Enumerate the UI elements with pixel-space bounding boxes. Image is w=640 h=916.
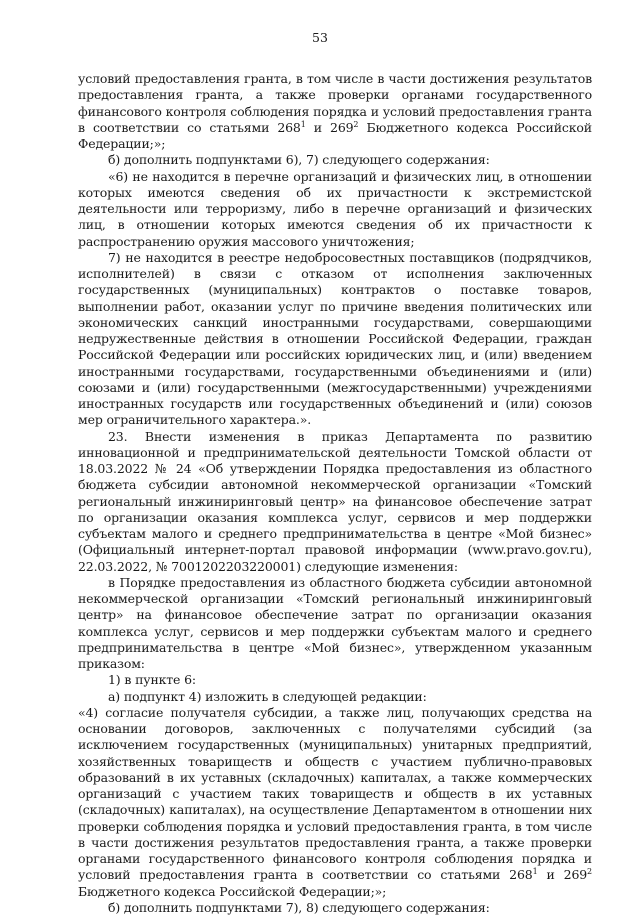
text-run: Бюджетного кодекса Российской Федерации;»; bbox=[78, 883, 387, 899]
paragraph bbox=[78, 152, 592, 168]
paragraph bbox=[78, 575, 592, 673]
paragraph bbox=[78, 705, 592, 900]
superscript: 2 bbox=[353, 119, 359, 129]
paragraph bbox=[78, 250, 592, 429]
text-run: условий предоставления гранта, в том числе в части достижения результатов предоставления гранта, а также проверки органами государственного финансового контроля соблюдения порядка и условий предоставления гранта в соответствии со статьями 268 bbox=[78, 71, 592, 135]
superscript: 1 bbox=[300, 119, 306, 129]
superscript: 1 bbox=[532, 867, 538, 877]
text-run: и 269 bbox=[537, 867, 588, 883]
text-run: «4) согласие получателя субсидии, а также лиц, получающих средства на основании договоров, заключенных с получателями субсидий (за исключением государственных (муниципальных) унитарных предприятий, хозяйственных товариществ и обществ с участием публично-правовых образований в их уставных (складочных) капиталах, а также коммерческих организаций с участием таких товариществ и обществ в их уставных (складочных) капиталах), на осуществление Департаментом в отношении них проверки соблюдения порядка и условий предоставления гранта, в том числе в части достижения результатов предоставления гранта, а также проверки органами государственного финансового контроля соблюдения порядка и условий предоставления гранта в соответствии со статьями 268 bbox=[78, 704, 592, 883]
text-run: 7) не находится в реестре недобросовестных поставщиков (подрядчиков, исполнителей) в связи с отказом от исполнения заключенных государственных (муниципальных) контрактов о поставке товаров, выполнении работ, оказании услуг по причине введения политических или экономических санкций иностранными государствами, совершающими недружественные действия в отношении Российской Федерации, граждан Российской Федерации или российских юридических лиц, и (или) введением иностранными государствами, государственными объединениями и (или) союзами и (или) государственными (межгосударственными) учреждениями иностранных государств или государственных объединений и (или) союзов мер ограничительного характера.». bbox=[78, 249, 592, 428]
text-run: а) подпункт 4) изложить в следующей редакции: bbox=[108, 688, 427, 704]
page-number: 53 bbox=[312, 30, 328, 45]
paragraph bbox=[78, 900, 592, 916]
superscript: 2 bbox=[587, 867, 592, 877]
paragraph bbox=[78, 429, 592, 575]
text-run: б) дополнить подпунктами 7), 8) следующего содержания: bbox=[108, 899, 490, 915]
text-run: 1) в пункте 6: bbox=[108, 672, 196, 688]
text-run: и 269 bbox=[305, 119, 354, 135]
paragraph bbox=[78, 71, 592, 152]
text-run: Бюджетного кодекса Российской Федерации;»; bbox=[78, 119, 592, 151]
text-run: «6) не находится в перечне организаций и физических лиц, в отношении которых имеются сведения об их причастности к экстремистской деятельности или терроризму, либо в перечне организаций и физических лиц, в отношении которых имеются сведения об их причастности к распространению оружия массового уничтожения; bbox=[78, 168, 592, 249]
paragraph bbox=[78, 169, 592, 250]
text-run: 23. Внести изменения в приказ Департамента по развитию инновационной и предпринимательской деятельности Томской области от 18.03.2022 № 24 «Об утверждении Порядка предоставления из областного бюджета субсидии автономной некоммерческой организации «Томский региональный инжиниринговый центр» на финансовое обеспечение затрат по организации оказания комплекса услуг, сервисов и мер поддержки субъектам малого и среднего предпринимательства в центре «Мой бизнес» (Официальный интернет-портал правовой информации (www.pravo.gov.ru), 22.03.2022, № 7001202203220001) следующие изменения: bbox=[78, 428, 592, 574]
text-run: в Порядке предоставления из областного бюджета субсидии автономной некоммерческой организации «Томский региональный инжиниринговый центр» на финансовое обеспечение затрат по организации оказания комплекса услуг, сервисов и мер поддержки субъектам малого и среднего предпринимательства в центре «Мой бизнес», утвержденном указанным приказом: bbox=[78, 574, 592, 671]
paragraph bbox=[78, 672, 592, 688]
document-body bbox=[78, 71, 592, 916]
text-run: б) дополнить подпунктами 6), 7) следующего содержания: bbox=[108, 152, 490, 168]
paragraph bbox=[78, 689, 592, 705]
